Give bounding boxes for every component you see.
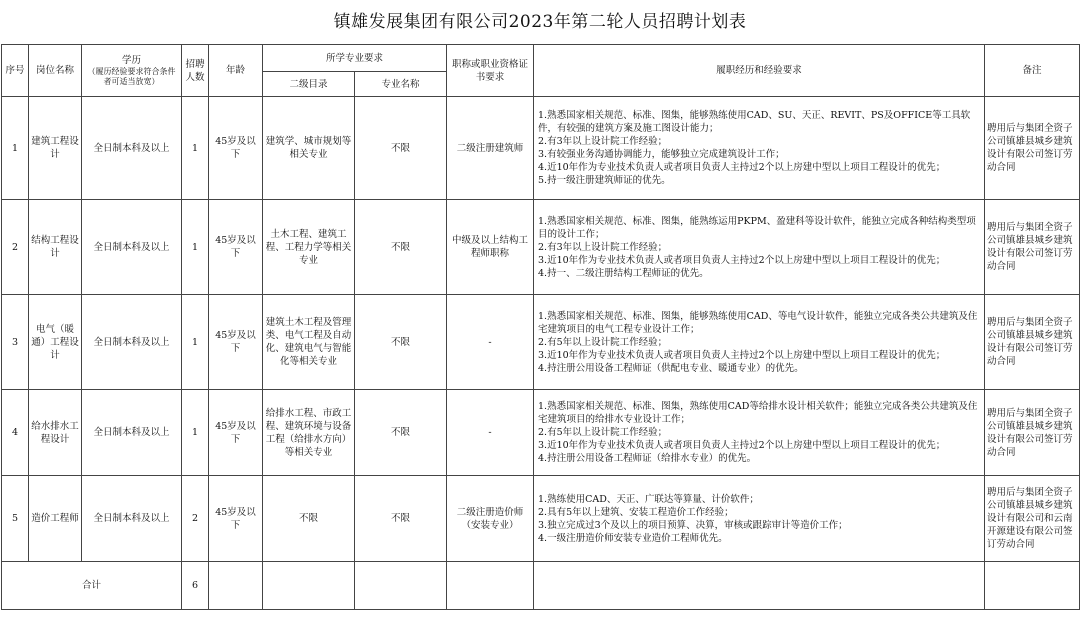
header-age: 年龄 — [209, 45, 263, 97]
row-count: 2 — [182, 476, 209, 562]
row-remark: 聘用后与集团全资子公司镇雄县城乡建筑设计有限公司签订劳动合同 — [985, 295, 1080, 390]
total-row — [2, 562, 1080, 610]
row-index: 1 — [2, 97, 29, 200]
table-row — [2, 390, 1080, 476]
row-major-level2: 建筑学、城市规划等相关专业 — [263, 97, 355, 200]
row-certificate: 中级及以上结构工程师职称 — [447, 200, 534, 295]
row-major-level2: 给排水工程、市政工程、建筑环境与设备工程（给排水方向）等相关专业 — [263, 390, 355, 476]
header-education-note: （履历经验要求符合条件者可适当放宽） — [87, 67, 176, 86]
row-major-level2: 土木工程、建筑工程、工程力学等相关专业 — [263, 200, 355, 295]
row-position: 造价工程师 — [29, 476, 82, 562]
requirement-line: 2.具有5年以上建筑、安装工程造价工作经验； — [538, 506, 734, 518]
requirement-line: 1.熟悉国家相关规范、标准、图集，能够熟练使用CAD、等电气设计软件，能独立完成各类公共建筑及住宅建筑项目的电气工程专业设计工作； — [538, 310, 978, 335]
header-position: 岗位名称 — [29, 45, 82, 97]
requirement-line: 2.有5年以上设计院工作经验； — [538, 336, 668, 348]
header-major-group: 所学专业要求 — [263, 45, 447, 72]
requirement-line: 1.熟悉国家相关规范、标准、图集，能够熟练使用CAD、SU、天正、REVIT、PS及OFFICE等工具软件，有较强的建筑方案及施工图设计能力； — [538, 110, 971, 134]
row-position: 建筑工程设计 — [29, 97, 82, 200]
row-index: 3 — [2, 295, 29, 390]
requirement-line: 1.熟悉国家相关规范、标准、图集，能熟练运用PKPM、盈建科等设计软件，能独立完成各种结构类型项目的设计工作； — [538, 215, 976, 240]
row-remark: 聘用后与集团全资子公司镇雄县城乡建筑设计有限公司签订劳动合同 — [985, 200, 1080, 295]
row-count: 1 — [182, 97, 209, 200]
requirement-line: 3.近10年作为专业技术负责人或者项目负责人主持过2个以上房建中型以上项目工程设计的优先； — [538, 440, 946, 451]
row-major-name: 不限 — [355, 200, 447, 295]
row-age: 45岁及以下 — [209, 476, 263, 562]
row-requirements — [534, 476, 985, 562]
row-age: 45岁及以下 — [209, 97, 263, 200]
row-index: 2 — [2, 200, 29, 295]
requirement-line: 3.有较强业务沟通协调能力，能够独立完成建筑设计工作； — [538, 149, 785, 160]
row-requirements — [534, 295, 985, 390]
row-index: 4 — [2, 390, 29, 476]
row-requirements — [534, 200, 985, 295]
header-education-label: 学历 — [121, 55, 141, 66]
table-row — [2, 97, 1080, 200]
row-certificate: - — [447, 295, 534, 390]
requirement-line: 3.近10年作为专业技术负责人或者项目负责人主持过2个以上房建中型以上项目工程设计的优先； — [538, 349, 946, 361]
row-position: 结构工程设计 — [29, 200, 82, 295]
row-certificate: 二级注册建筑师 — [447, 97, 534, 200]
row-age: 45岁及以下 — [209, 200, 263, 295]
row-index: 5 — [2, 476, 29, 562]
row-position: 电气（暖通）工程设计 — [29, 295, 82, 390]
row-education: 全日制本科及以上 — [82, 390, 182, 476]
requirement-line: 4.持注册公用设备工程师证（供配电专业、暖通专业）的优先。 — [538, 362, 804, 374]
row-count: 1 — [182, 390, 209, 476]
header-major-level2: 二级目录 — [263, 72, 355, 97]
row-major-level2: 不限 — [263, 476, 355, 562]
row-major-name: 不限 — [355, 476, 447, 562]
requirement-line: 4.持一、二级注册结构工程师证的优先。 — [538, 267, 709, 279]
row-major-name: 不限 — [355, 97, 447, 200]
header-experience: 履职经历和经验要求 — [534, 45, 985, 97]
requirement-line: 1.熟悉国家相关规范、标准、图集，熟练使用CAD等给排水设计相关软件；能独立完成各类公共建筑及住宅建筑项目的给排水专业设计工作； — [538, 401, 978, 425]
row-major-level2: 建筑土木工程及管理类、电气工程及自动化、建筑电气与智能化等相关专业 — [263, 295, 355, 390]
recruitment-table — [1, 44, 1080, 610]
requirement-line: 3.近10年作为专业技术负责人或者项目负责人主持过2个以上房建中型以上项目工程设计的优先； — [538, 254, 946, 266]
requirement-line: 4.一级注册造价师安装专业造价工程师优先。 — [538, 532, 728, 544]
total-count: 6 — [182, 562, 209, 610]
row-remark: 聘用后与集团全资子公司镇雄县城乡建筑设计有限公司和云南开源建设有限公司签订劳动合同 — [985, 476, 1080, 562]
row-certificate: 二级注册造价师（安装专业） — [447, 476, 534, 562]
row-education: 全日制本科及以上 — [82, 97, 182, 200]
header-remark: 备注 — [985, 45, 1080, 97]
header-education — [82, 45, 182, 97]
requirement-line: 2.有5年以上设计院工作经验； — [538, 427, 668, 438]
row-major-name: 不限 — [355, 295, 447, 390]
requirement-line: 3.独立完成过3个及以上的项目预算、决算，审核或跟踪审计等造价工作； — [538, 519, 848, 531]
table-row — [2, 200, 1080, 295]
row-count: 1 — [182, 295, 209, 390]
row-education: 全日制本科及以上 — [82, 295, 182, 390]
row-requirements — [534, 390, 985, 476]
header-index: 序号 — [2, 45, 29, 97]
header-certificate: 职称或职业资格证书要求 — [447, 45, 534, 97]
row-education: 全日制本科及以上 — [82, 200, 182, 295]
row-remark: 聘用后与集团全资子公司镇雄县城乡建筑设计有限公司签订劳动合同 — [985, 390, 1080, 476]
requirement-line: 2.有3年以上设计院工作经验； — [538, 136, 668, 147]
requirement-line: 4.持注册公用设备工程师证（给排水专业）的优先。 — [538, 453, 757, 464]
row-certificate: - — [447, 390, 534, 476]
row-remark: 聘用后与集团全资子公司镇雄县城乡建筑设计有限公司签订劳动合同 — [985, 97, 1080, 200]
header-count: 招聘人数 — [182, 45, 209, 97]
table-row — [2, 476, 1080, 562]
row-requirements — [534, 97, 985, 200]
row-age: 45岁及以下 — [209, 390, 263, 476]
page-title: 镇雄发展集团有限公司2023年第二轮人员招聘计划表 — [333, 12, 747, 32]
table-row — [2, 295, 1080, 390]
requirement-line: 4.近10年作为专业技术负责人或者项目负责人主持过2个以上房建中型以上项目工程设计的优先； — [538, 162, 946, 173]
row-position: 给水排水工程设计 — [29, 390, 82, 476]
row-education: 全日制本科及以上 — [82, 476, 182, 562]
requirement-line: 2.有3年以上设计院工作经验； — [538, 241, 668, 253]
row-major-name: 不限 — [355, 390, 447, 476]
row-age: 45岁及以下 — [209, 295, 263, 390]
requirement-line: 1.熟练使用CAD、天正、广联达等算量、计价软件； — [538, 493, 759, 505]
header-major-name: 专业名称 — [355, 72, 447, 97]
requirement-line: 5.持一级注册建筑师证的优先。 — [538, 175, 671, 186]
row-count: 1 — [182, 200, 209, 295]
total-label: 合计 — [2, 562, 182, 610]
